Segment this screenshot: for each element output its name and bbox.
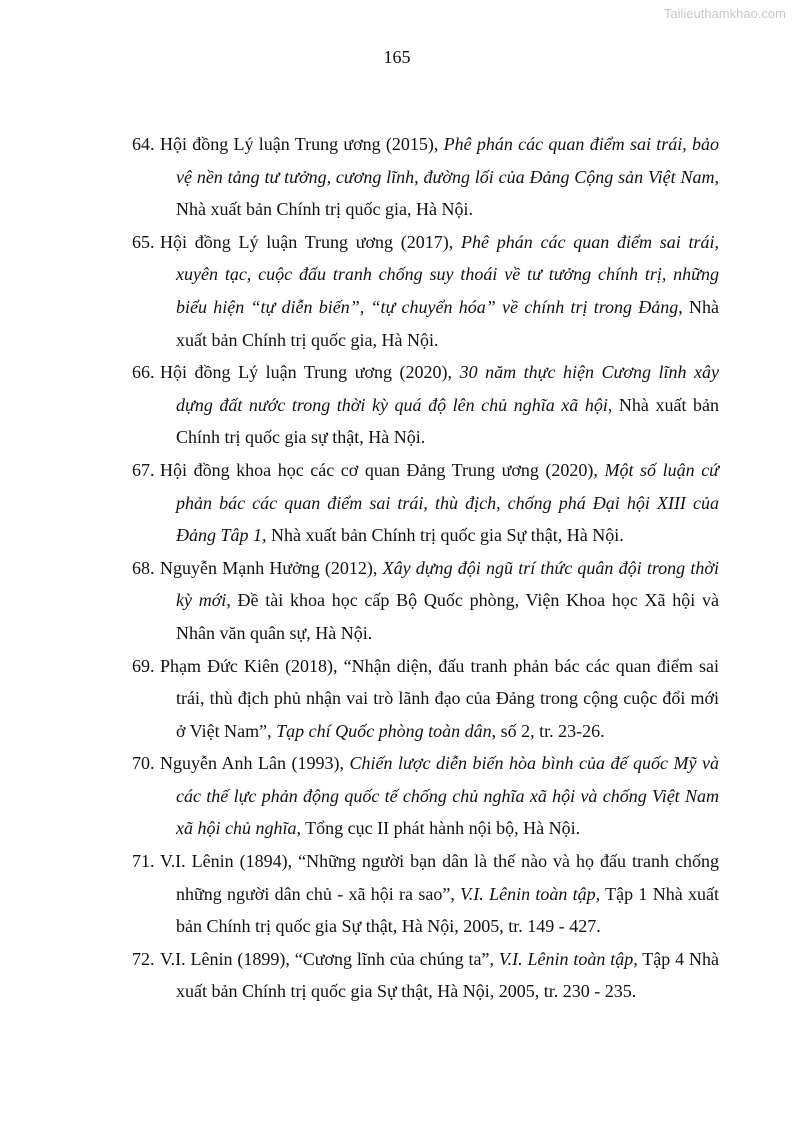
reference-collection: V.I. Lênin toàn tập, — [498, 948, 638, 969]
reference-title: Phê phán các quan điểm sai trái, bảo vệ nền tảng tư tưởng, cương lĩnh, đường lối của Đảng Cộng sản Việt Nam — [176, 134, 719, 187]
reference-item — [132, 943, 719, 1008]
reference-title: 30 năm thực hiện Cương lĩnh xây dựng đất nước trong thời kỳ quá độ lên chủ nghĩa xã hội — [176, 362, 720, 415]
reference-title: Phê phán các quan điểm sai trái, xuyên tạc, cuộc đấu tranh chống suy thoái về tư tưởng chính trị, những biểu hiện “tự diễn biến”, “tự chuyển hóa” về chính trị trong Đảng — [176, 231, 719, 317]
reference-author-title: V.I. Lênin (1899), “Cương lĩnh của chúng ta”, — [160, 948, 499, 969]
page-number: 165 — [383, 47, 411, 67]
reference-author-year: Nguyễn Anh Lân (1993), — [160, 753, 350, 774]
reference-author-year: Hội đồng Lý luận Trung ương (2020), — [160, 362, 460, 383]
reference-item — [132, 128, 719, 226]
reference-issue-pages: , số 2, tr. 23-26. — [491, 720, 605, 741]
reference-list — [132, 128, 719, 1008]
reference-title: Một số luận cứ phản bác các quan điểm sai trái, thù địch, chống phá Đại hội XIII của Đảng Tâp 1, — [176, 459, 719, 546]
reference-item — [132, 747, 719, 845]
reference-collection: V.I. Lênin toàn tập, — [460, 883, 601, 904]
reference-publisher: , Nhà xuất bản Chính trị quốc gia, Hà Nội. — [176, 166, 719, 220]
reference-author-title: V.I. Lênin (1894), “Những người bạn dân là thế nào và họ đấu tranh chống những người dân chủ - xã hội ra sao”, — [160, 851, 719, 904]
reference-item — [132, 845, 719, 943]
reference-number: 72. — [132, 948, 155, 969]
reference-number: 66. — [132, 362, 155, 383]
reference-number: 67. — [132, 459, 155, 480]
reference-publisher: , Đề tài khoa học cấp Bộ Quốc phòng, Viện Khoa học Xã hội và Nhân văn quân sự, Hà Nội. — [176, 590, 719, 643]
reference-publisher: Tập 1 Nhà xuất bản Chính trị quốc gia Sự thật, Hà Nội, 2005, tr. 149 - 427. — [176, 883, 720, 937]
reference-item — [132, 356, 719, 454]
reference-item — [132, 650, 719, 748]
reference-item — [132, 226, 719, 356]
reference-number: 68. — [132, 557, 155, 578]
reference-number: 64. — [132, 134, 155, 154]
reference-author-year: Nguyễn Mạnh Hưởng (2012), — [160, 557, 383, 578]
reference-publisher: , Nhà xuất bản Chính trị quốc gia, Hà Nội. — [176, 296, 719, 350]
reference-journal: Tạp chí Quốc phòng toàn dân — [276, 720, 492, 741]
reference-title: Chiến lược diễn biến hòa bình của đế quốc Mỹ và các thế lực phản động quốc tế chống chủ nghĩa xã hội và chống Việt Nam xã hội chủ nghĩa — [176, 753, 719, 839]
reference-author-year: Hội đồng khoa học các cơ quan Đảng Trung ương (2020), — [160, 459, 605, 480]
reference-number: 65. — [132, 231, 155, 252]
reference-publisher: Tập 4 Nhà xuất bản Chính trị quốc gia Sự thật, Hà Nội, 2005, tr. 230 - 235. — [176, 948, 720, 1002]
reference-publisher: , Nhà xuất bản Chính trị quốc gia sự thật, Hà Nội. — [176, 394, 719, 448]
reference-title: Xây dựng đội ngũ trí thức quân đội trong thời kỳ mới — [176, 557, 719, 611]
reference-number: 69. — [132, 655, 155, 676]
watermark: Tailieuthamkhao.com — [663, 6, 786, 21]
reference-number: 71. — [132, 851, 155, 872]
reference-author-title: Phạm Đức Kiên (2018), “Nhận diện, đấu tranh phản bác các quan điểm sai trái, thù địch phủ nhận vai trò lãnh đạo của Đảng trong cộng cuộc đổi mới ở Việt Nam”, — [160, 655, 719, 741]
reference-author-year: Hội đồng Lý luận Trung ương (2015), — [160, 134, 444, 154]
reference-author-year: Hội đồng Lý luận Trung ương (2017), — [160, 231, 462, 252]
reference-number: 70. — [132, 753, 155, 774]
reference-item — [132, 552, 719, 650]
reference-publisher: , Tổng cục II phát hành nội bộ, Hà Nội. — [296, 818, 581, 839]
reference-item — [132, 454, 719, 552]
reference-publisher: Nhà xuất bản Chính trị quốc gia Sự thật, Hà Nội. — [266, 525, 624, 546]
